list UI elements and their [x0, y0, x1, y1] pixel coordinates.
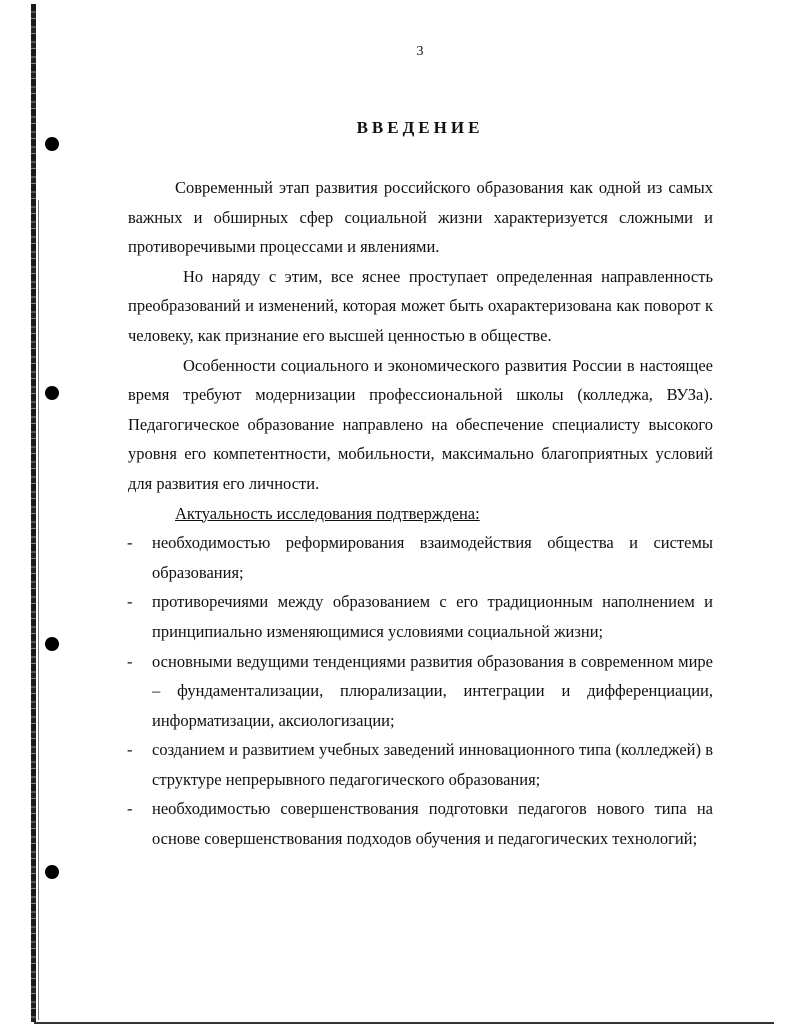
paragraph: Но наряду с этим, все яснее проступает определенная направленность преобразований и изменений, которая может быть охарактеризована как поворот к человеку, как признание его высшей ценностью в обществе. [128, 266, 713, 345]
list-item [128, 794, 713, 853]
list-item-text: основными ведущими тенденциями развития образования в современном мире – фундаментализации, плюрализации, интеграции и дифференциации, информатизации, аксиологизации; [152, 651, 713, 730]
punch-hole-icon [45, 386, 59, 400]
page-number: 3 [416, 44, 424, 59]
paragraph: Особенности социального и экономического развития России в настоящее время требуют модернизации профессиональной школы (колледжа, ВУЗа). Педагогическое образование направлено на обеспечение специалисту высокого уровня его компетентности, мобильности, максимально благоприятных условий для развития его личности. [128, 355, 713, 493]
list-item [128, 735, 713, 794]
scan-binding-edge [31, 4, 36, 1022]
list-dash: - [127, 592, 133, 612]
list-item [128, 647, 713, 736]
list-item-text: необходимостью реформирования взаимодействия общества и системы образования; [152, 533, 713, 582]
punch-hole-icon [45, 637, 59, 651]
list-dash: - [127, 799, 133, 819]
punch-hole-icon [45, 865, 59, 879]
list-item-text: необходимостью совершенствования подготовки педагогов нового типа на основе совершенствования подходов обучения и педагогических технологий; [152, 799, 713, 849]
relevance-list [128, 528, 713, 854]
scan-bottom-edge [34, 1022, 774, 1024]
list-item-text: противоречиями между образованием с его традиционным наполнением и принципиально изменяющимися условиями социальной жизни; [152, 592, 713, 641]
list-dash: - [127, 740, 133, 760]
list-item [128, 528, 713, 587]
page-title: ВВЕДЕНИЕ [356, 118, 484, 137]
scan-binding-shadow [38, 200, 39, 1020]
list-item [128, 587, 713, 646]
punch-hole-icon [45, 137, 59, 151]
list-dash: - [127, 651, 133, 671]
list-item-text: созданием и развитием учебных заведений инновационного типа (колледжей) в структуре непрерывного педагогического образования; [152, 740, 713, 789]
relevance-heading: Актуальность исследования подтверждена: [175, 503, 480, 523]
body-text [128, 173, 713, 854]
list-dash: - [127, 533, 133, 553]
paragraph: Современный этап развития российского образования как одной из самых важных и обширных сфер социальной жизни характеризуется сложными и противоречивыми процессами и явлениями. [128, 178, 713, 257]
